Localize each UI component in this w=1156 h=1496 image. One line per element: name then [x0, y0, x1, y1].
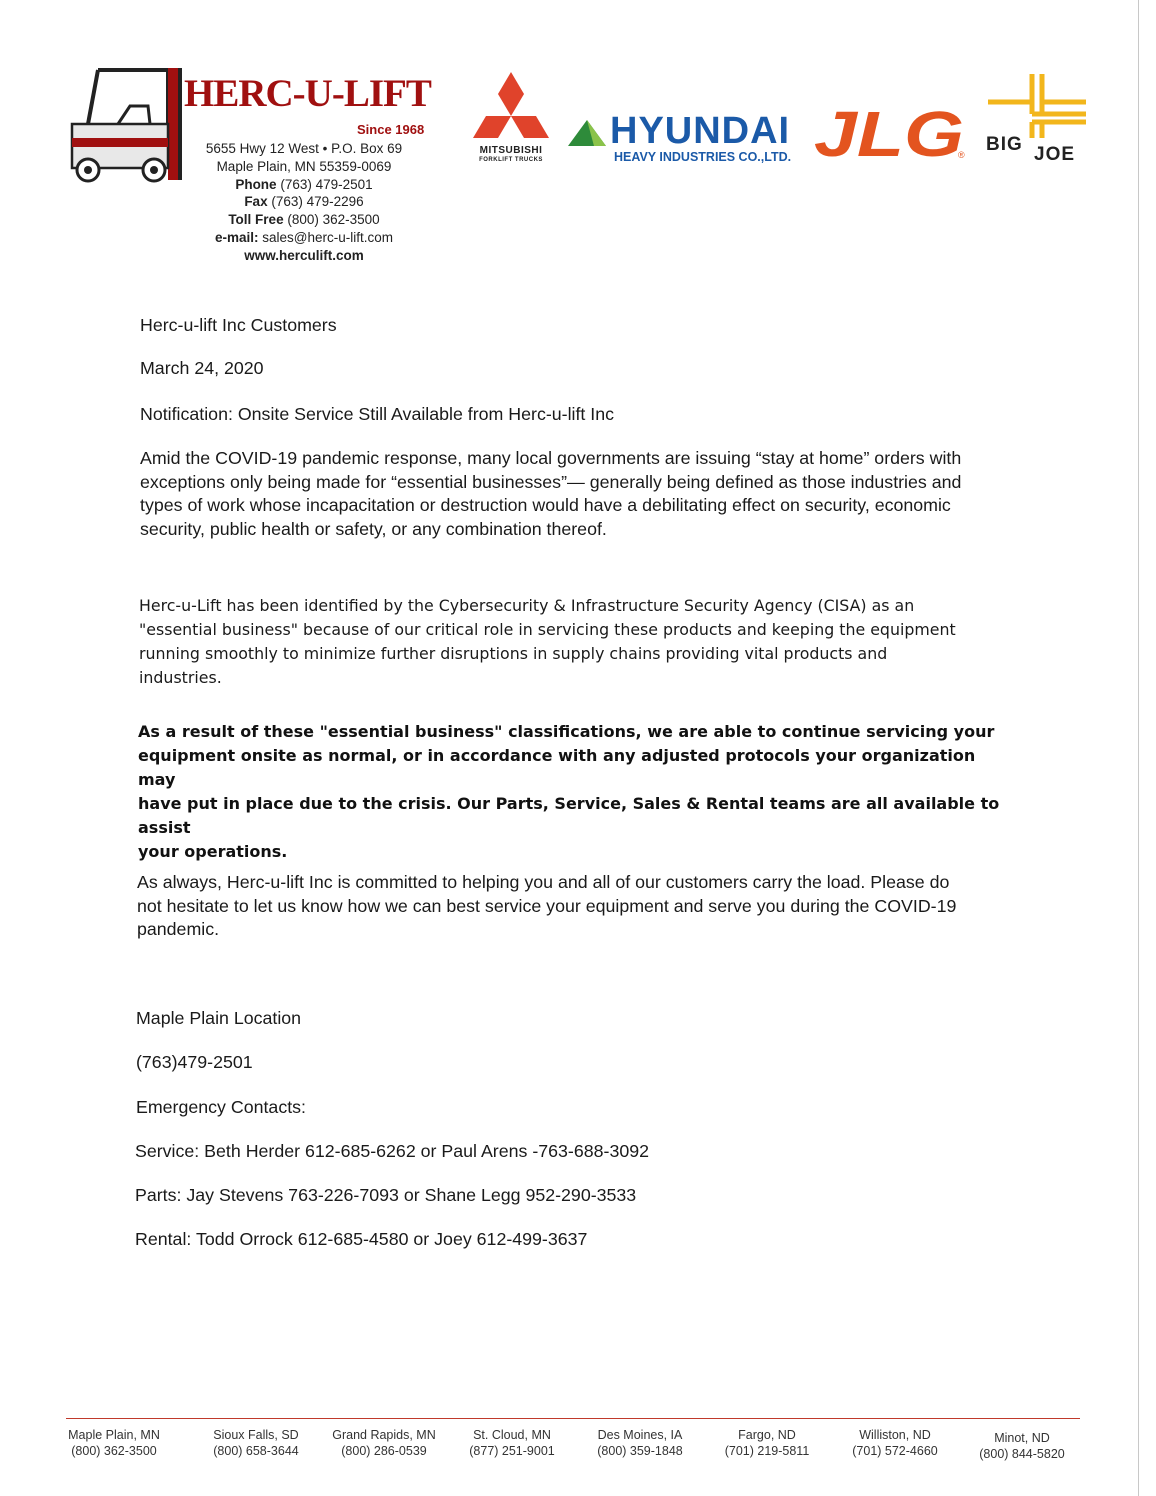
location-name: Maple Plain Location — [136, 1008, 302, 1028]
footer-phone: (701) 572-4660 — [852, 1443, 938, 1458]
footer-city: St. Cloud, MN — [473, 1428, 551, 1442]
footer-city: Grand Rapids, MN — [332, 1428, 436, 1442]
paragraph-line: security, public health or safety, or any combination thereof. — [140, 518, 607, 539]
footer-location — [54, 1428, 174, 1459]
service-contacts: Service: Beth Herder 612-685-6262 or Paul Arens -763-688-3092 — [135, 1141, 649, 1161]
footer-location — [196, 1428, 316, 1459]
since-year: Since 1968 — [357, 122, 425, 137]
paragraph-line: equipment onsite as normal, or in accordance with any adjusted protocols your organization may — [138, 746, 976, 789]
jlg-logo-text: JLG — [814, 104, 964, 162]
footer-phone: (800) 658-3644 — [213, 1443, 299, 1458]
footer-location — [580, 1428, 700, 1459]
footer-location — [835, 1428, 955, 1459]
emergency-contacts-heading: Emergency Contacts: — [136, 1097, 306, 1117]
paragraph-line: pandemic. — [137, 919, 220, 939]
tollfree-line: Toll Free (800) 362-3500 — [228, 212, 380, 228]
footer-city: Fargo, ND — [738, 1428, 796, 1442]
footer-phone: (800) 359-1848 — [597, 1443, 683, 1458]
forklift-logo-icon — [68, 66, 192, 184]
phone-line: Phone (763) 479-2501 — [235, 176, 373, 192]
bigjoe-logo-big: BIG — [986, 134, 1023, 155]
rental-contacts: Rental: Todd Orrock 612-685-4580 or Joey 612-499-3637 — [135, 1229, 588, 1249]
footer-location — [707, 1428, 827, 1459]
paragraph-line: As always, Herc-u-lift Inc is committed to helping you and all of our customers carry the load. Please do — [137, 872, 950, 892]
paragraph-line: Amid the COVID-19 pandemic response, many local governments are issuing “stay at home” orders with — [140, 448, 962, 468]
paragraph-line: Herc-u-Lift has been identified by the Cybersecurity & Infrastructure Security Agency (CISA) as an — [139, 596, 915, 615]
letter-date: March 24, 2020 — [140, 358, 264, 378]
location-phone: (763)479-2501 — [136, 1052, 253, 1072]
paragraph-line: As a result of these "essential business" classifications, we are able to continue servicing your — [138, 722, 995, 741]
footer-phone: (800) 286-0539 — [341, 1443, 427, 1458]
paragraph-line: your operations. — [138, 842, 288, 861]
mitsubishi-logo-text: MITSUBISHI — [479, 145, 543, 156]
footer-city: Maple Plain, MN — [68, 1428, 160, 1442]
footer-divider — [66, 1418, 1080, 1419]
email-link[interactable]: sales@herc-u-lift.com — [262, 229, 394, 245]
paragraph-line: running smoothly to minimize further disruptions in supply chains providing vital products and — [139, 644, 888, 663]
mitsubishi-logo-subtext: FORKLIFT TRUCKS — [479, 157, 543, 163]
paragraph-line: not hesitate to let us know how we can best service your equipment and serve you during the COVID-19 — [137, 895, 957, 916]
paragraph-line: types of work whose incapacitation or destruction would have a debilitating effect on security, economic — [140, 495, 951, 515]
footer-location — [962, 1431, 1082, 1462]
fax-line: Fax (763) 479-2296 — [244, 194, 364, 210]
paragraph-line: have put in place due to the crisis. Our Parts, Service, Sales & Rental teams are all available to assist — [138, 794, 1000, 837]
footer-phone: (877) 251-9001 — [469, 1443, 555, 1458]
email-line: e-mail: sales@herc-u-lift.com — [214, 229, 394, 245]
paragraph-covid-context — [140, 447, 1020, 541]
footer-phone: (701) 219-5811 — [724, 1443, 810, 1458]
paragraph-line: "essential business" because of our critical role in servicing these products and keeping the equipment — [139, 620, 956, 639]
footer-city: Minot, ND — [994, 1431, 1050, 1445]
paragraph-commitment — [137, 871, 1017, 942]
paragraph-line: exceptions only being made for “essential businesses”— generally being defined as those industries and — [140, 471, 962, 492]
jlg-registered-mark: ® — [958, 150, 965, 160]
recipient-line: Herc-u-lift Inc Customers — [140, 315, 337, 335]
paragraph-line: industries. — [139, 668, 222, 687]
footer-phone: (800) 844-5820 — [979, 1446, 1065, 1461]
hyundai-triangle-icon — [566, 118, 608, 148]
paragraph-cisa-essential — [139, 594, 1019, 690]
footer-phone: (800) 362-3500 — [71, 1443, 157, 1458]
footer-city: Des Moines, IA — [597, 1428, 683, 1442]
address-line-2: Maple Plain, MN 55359-0069 — [216, 158, 392, 174]
herc-u-lift-logo-text: HERC-U-LIFT — [184, 72, 431, 115]
paragraph-service-continues — [138, 720, 1018, 864]
company-address-block — [178, 140, 430, 265]
letter-subject: Notification: Onsite Service Still Available from Herc-u-lift Inc — [140, 404, 615, 424]
website-link[interactable]: www.herculift.com — [244, 247, 364, 263]
hyundai-logo-subtext: HEAVY INDUSTRIES CO.,LTD. — [614, 150, 792, 164]
jlg-logo — [812, 104, 974, 162]
footer-city: Sioux Falls, SD — [213, 1428, 299, 1442]
address-line-1: 5655 Hwy 12 West • P.O. Box 69 — [205, 141, 403, 156]
hyundai-logo-text: HYUNDAI — [610, 110, 791, 152]
page-edge-line — [1138, 0, 1139, 1496]
footer-location — [324, 1428, 444, 1459]
parts-contacts: Parts: Jay Stevens 763-226-7093 or Shane Legg 952-290-3533 — [135, 1185, 637, 1205]
footer-location — [452, 1428, 572, 1459]
bigjoe-logo-joe: JOE — [1034, 144, 1076, 165]
footer-city: Williston, ND — [859, 1428, 931, 1442]
